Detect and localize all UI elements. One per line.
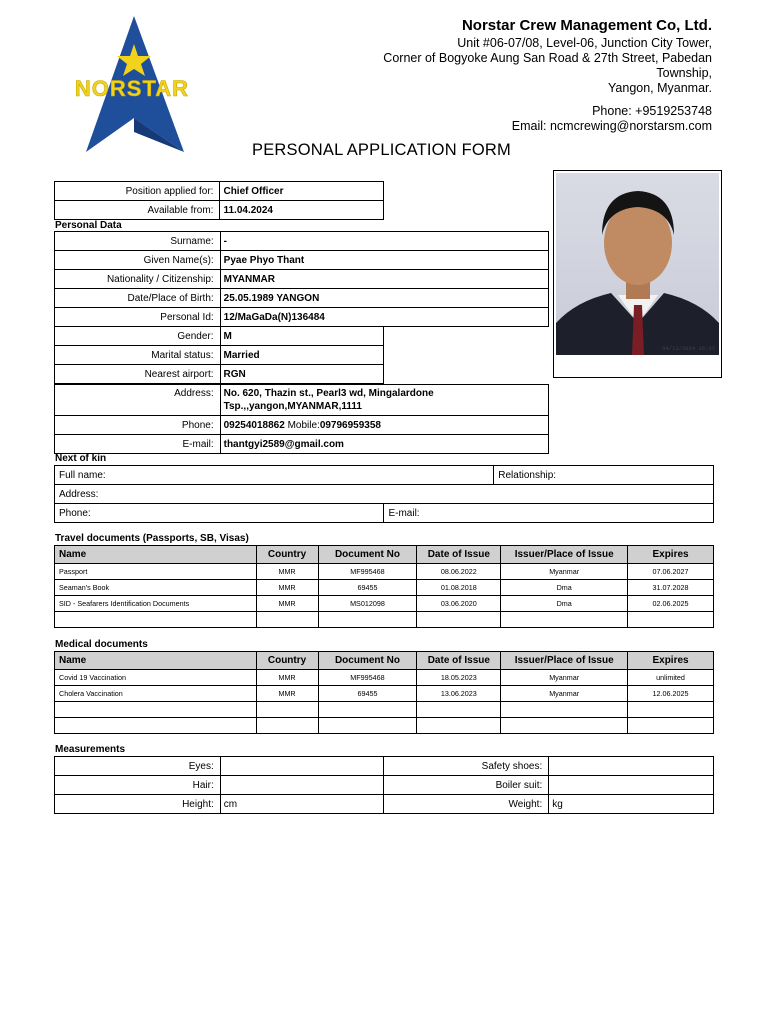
table-cell[interactable]: Passport [55,564,257,580]
column-header: Date of Issue [417,652,501,670]
portrait-icon [556,173,719,355]
height-value[interactable]: cm [220,795,384,814]
personal-status-table [54,326,384,384]
table-row [55,612,714,628]
kin-relationship-field[interactable]: Relationship: [494,466,714,485]
table-cell[interactable]: unlimited [628,670,714,686]
table-row [55,670,714,686]
gender-value[interactable]: M [220,327,384,346]
eyes-label: Eyes: [55,757,221,776]
table-cell[interactable] [55,702,257,718]
boiler-suit-value[interactable] [549,776,714,795]
table-cell[interactable]: MF995468 [318,670,417,686]
travel-documents-table [54,545,714,628]
table-cell[interactable]: 12.06.2025 [628,686,714,702]
dob-label: Date/Place of Birth: [55,289,221,308]
applicant-photo [553,170,722,378]
table-row [55,702,714,718]
position-label: Position applied for: [55,182,220,201]
email-value[interactable]: thantgyi2589@gmail.com [220,435,548,454]
table-cell[interactable]: MS012098 [318,596,417,612]
column-header: Expires [628,652,714,670]
address-value[interactable] [220,385,548,416]
kin-fullname-field[interactable]: Full name: [55,466,494,485]
address-line: Unit #06-07/08, Level-06, Junction City Tower, [457,36,712,50]
given-name-value[interactable]: Pyae Phyo Thant [220,251,548,270]
kin-address-field[interactable]: Address: [55,485,714,504]
column-header: Country [256,652,318,670]
table-cell[interactable]: 02.06.2025 [628,596,714,612]
available-value[interactable]: 11.04.2024 [220,201,384,220]
company-phone: Phone: +9519253748 [592,104,712,118]
email-label: E-mail: [55,435,221,454]
column-header: Issuer/Place of Issue [501,546,628,564]
measurements-heading: Measurements [55,744,126,755]
height-label: Height: [55,795,221,814]
table-cell[interactable] [628,612,714,628]
address-label: Address: [55,385,221,416]
airport-label: Nearest airport: [55,365,221,384]
phone-number: 09254018862 [223,419,285,431]
nationality-label: Nationality / Citizenship: [55,270,221,289]
next-of-kin-heading: Next of kin [55,453,107,464]
table-row [55,596,714,612]
safety-shoes-label: Safety shoes: [384,757,549,776]
personal-id-value[interactable]: 12/MaGaDa(N)136484 [220,308,548,327]
form-title: PERSONAL APPLICATION FORM [252,141,511,159]
table-cell[interactable]: 69455 [318,580,417,596]
hair-label: Hair: [55,776,221,795]
table-row [55,564,714,580]
table-cell[interactable] [501,718,628,734]
given-name-label: Given Name(s): [55,251,221,270]
table-cell[interactable] [55,612,257,628]
table-row [55,718,714,734]
surname-label: Surname: [55,232,221,251]
table-cell[interactable]: MMR [256,686,318,702]
norstar-logo [52,14,212,156]
table-cell[interactable] [256,718,318,734]
gender-label: Gender: [55,327,221,346]
table-cell[interactable] [55,718,257,734]
table-cell[interactable] [318,718,417,734]
table-cell[interactable]: 31.07.2028 [628,580,714,596]
table-cell[interactable] [628,702,714,718]
table-cell[interactable]: Dma [501,580,628,596]
table-cell[interactable]: 18.05.2023 [417,670,501,686]
table-row [55,580,714,596]
company-info [352,16,712,134]
address-line-1: No. 620, Thazin st., Pearl3 wd, Mingalardone [223,388,434,399]
column-header: Expires [628,546,714,564]
table-cell[interactable]: MMR [256,580,318,596]
boiler-suit-label: Boiler suit: [384,776,549,795]
phone-label: Phone: [55,416,221,435]
address-line: Corner of Bogyoke Aung San Road & 27th Street, Pabedan [383,51,712,65]
table-cell[interactable]: 01.08.2018 [417,580,501,596]
mobile-number: 09796959358 [319,419,381,431]
table-header-row [55,546,714,564]
table-cell[interactable] [417,612,501,628]
column-header: Name [55,546,257,564]
table-cell[interactable]: 07.06.2027 [628,564,714,580]
table-cell[interactable]: Covid 19 Vaccination [55,670,257,686]
table-cell[interactable]: Myanmar [501,670,628,686]
table-cell[interactable]: 08.06.2022 [417,564,501,580]
table-header-row [55,652,714,670]
nationality-value[interactable]: MYANMAR [220,270,548,289]
weight-label: Weight: [384,795,549,814]
phone-value[interactable] [220,416,548,435]
table-cell[interactable]: MMR [256,670,318,686]
available-label: Available from: [55,201,220,220]
weight-value[interactable]: kg [549,795,714,814]
personal-data-heading: Personal Data [55,220,122,231]
table-cell[interactable]: Cholera Vaccination [55,686,257,702]
position-value[interactable]: Chief Officer [220,182,384,201]
medical-documents-heading: Medical documents [55,639,148,650]
column-header: Country [256,546,318,564]
hair-value[interactable] [220,776,384,795]
company-email: Email: ncmcrewing@norstarsm.com [511,119,712,133]
table-cell[interactable]: 69455 [318,686,417,702]
column-header: Issuer/Place of Issue [501,652,628,670]
table-cell[interactable]: 03.06.2020 [417,596,501,612]
table-cell[interactable]: MF995468 [318,564,417,580]
table-cell[interactable] [417,702,501,718]
contact-table [54,384,549,454]
column-header: Document No [318,652,417,670]
company-name: Norstar Crew Management Co, Ltd. [461,17,712,34]
safety-shoes-value[interactable] [549,757,714,776]
table-cell[interactable]: Myanmar [501,686,628,702]
table-cell[interactable] [256,702,318,718]
personal-id-label: Personal Id: [55,308,221,327]
table-cell[interactable] [501,612,628,628]
column-header: Name [55,652,257,670]
table-cell[interactable] [417,718,501,734]
dob-value[interactable]: 25.05.1989 YANGON [220,289,548,308]
kin-phone-field[interactable]: Phone: [55,504,384,523]
position-table [54,181,384,220]
table-cell[interactable] [318,702,417,718]
airport-value[interactable]: RGN [220,365,384,384]
table-cell[interactable] [256,612,318,628]
table-cell[interactable]: Myanmar [501,564,628,580]
table-cell[interactable] [318,612,417,628]
logo-wordmark: NORSTAR [74,76,190,101]
column-header: Date of Issue [417,546,501,564]
address-line-2: Tsp.,,yangon,MYANMAR,1111 [223,401,362,412]
column-header: Document No [318,546,417,564]
mobile-label: Mobile: [284,419,320,431]
table-cell[interactable]: SID - Seafarers Identification Documents [55,596,257,612]
eyes-value[interactable] [220,757,384,776]
table-cell[interactable] [501,702,628,718]
table-cell[interactable]: MMR [256,596,318,612]
marital-value[interactable]: Married [220,346,384,365]
next-of-kin-table [54,465,714,523]
medical-documents-table [54,651,714,734]
measurements-table [54,756,714,814]
address-line: Yangon, Myanmar. [608,81,712,95]
marital-label: Marital status: [55,346,221,365]
table-cell[interactable] [628,718,714,734]
table-row [55,686,714,702]
table-cell[interactable]: Dma [501,596,628,612]
travel-documents-heading: Travel documents (Passports, SB, Visas) [55,533,249,544]
table-cell[interactable]: MMR [256,564,318,580]
kin-email-field[interactable]: E-mail: [384,504,714,523]
photo-timestamp: 04/11/2024 16:07 [662,345,715,352]
personal-data-table [54,231,549,327]
address-line: Township, [656,66,712,80]
table-cell[interactable]: Seaman's Book [55,580,257,596]
table-cell[interactable]: 13.06.2023 [417,686,501,702]
surname-value[interactable]: - [220,232,548,251]
